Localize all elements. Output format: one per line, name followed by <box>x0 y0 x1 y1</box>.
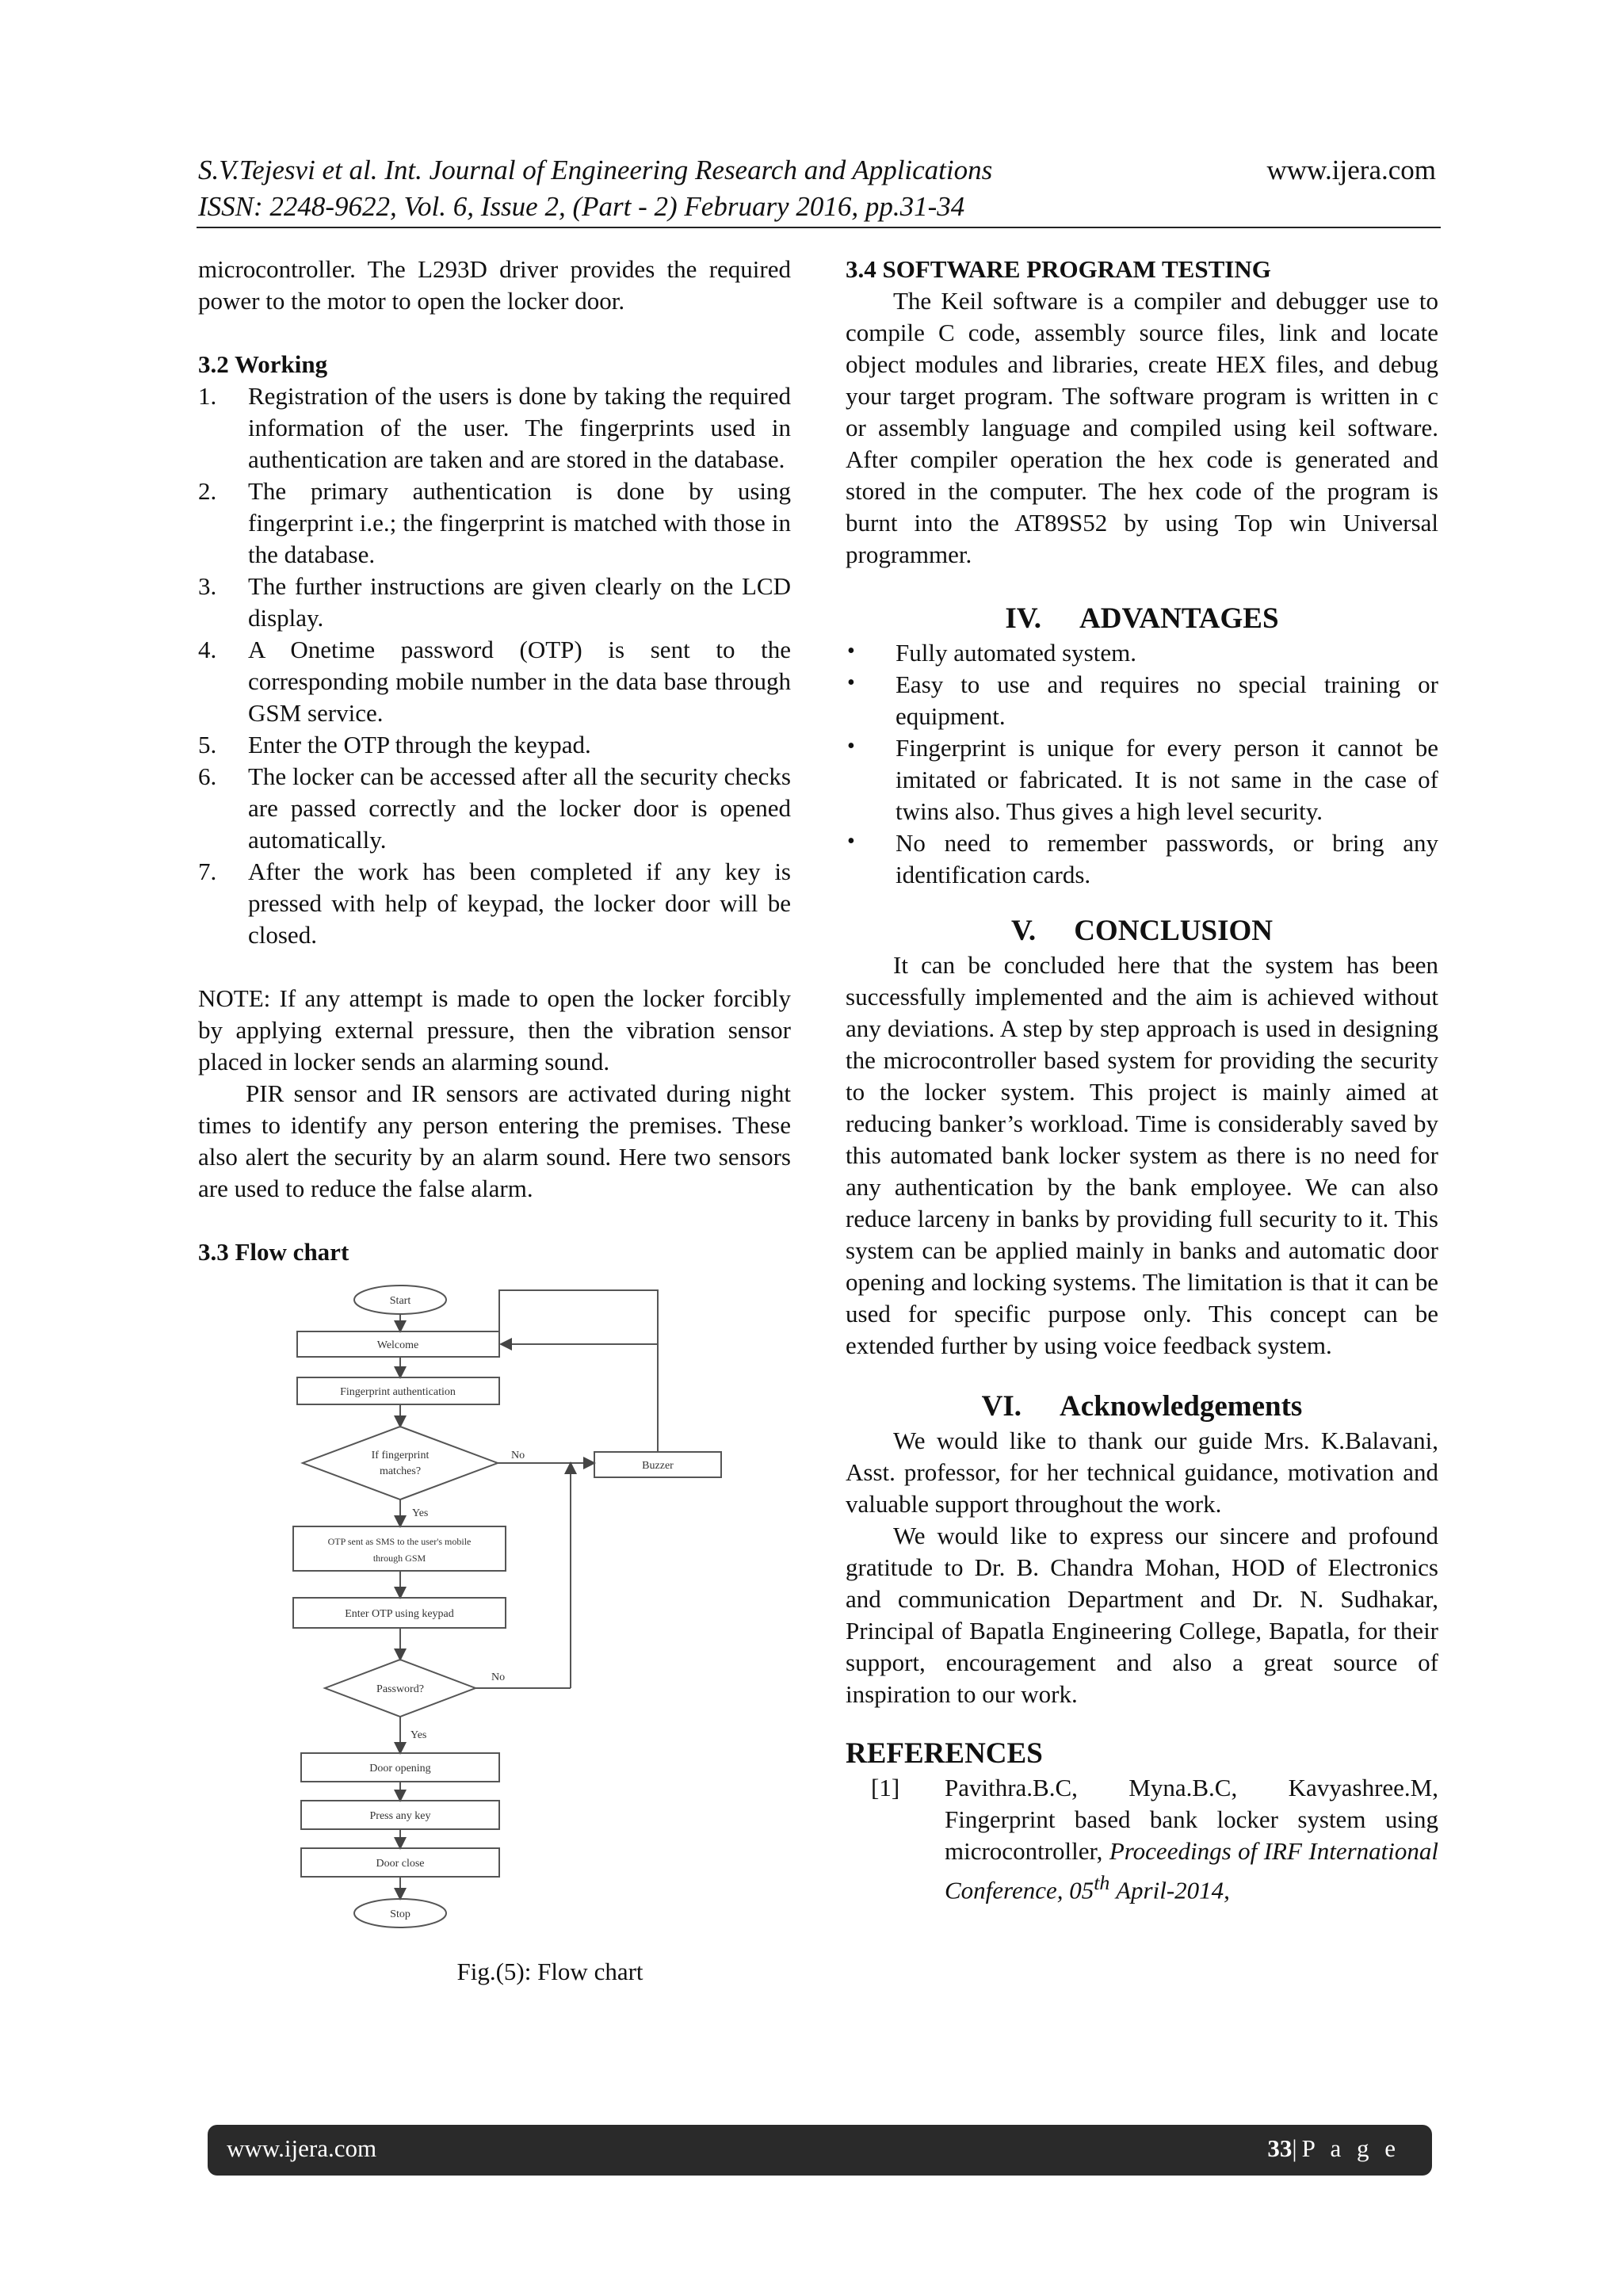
decision1-line1: If fingerprint <box>371 1450 430 1461</box>
flowchart-figure <box>246 1274 753 1956</box>
otp-box <box>293 1526 506 1571</box>
advantages-heading: IV. ADVANTAGES <box>1005 602 1279 635</box>
list-item: 5. Enter the OTP through the keypad. <box>198 731 591 758</box>
no2-label: No <box>491 1671 506 1683</box>
ack-paragraph-1: We would like to thank our guide Mrs. K.Balavani, Asst. professor, for her technical guidance, motivation and valuable support throughout the work. <box>846 1427 1438 1518</box>
buzzer-label: Buzzer <box>642 1460 674 1472</box>
list-item: 1. Registration of the users is done by taking the required information of the user. The fingerprints used in authentication are taken and are stored in the database. <box>198 382 791 473</box>
issn-line: ISSN: 2248-9622, Vol. 6, Issue 2, (Part - 2) February 2016, pp.31-34 <box>198 191 965 222</box>
reference-item: [1] Pavithra.B.C, Myna.B.C, Kavyashree.M, Fingerprint based bank locker system using microcontroller, Proceedings of IRF International Conference, 05th April-2014, <box>871 1774 1439 1904</box>
fingerprint-label: Fingerprint authentication <box>340 1386 456 1398</box>
fingerprint-decision <box>303 1427 498 1499</box>
list-item: 4. A Onetime password (OTP) is sent to the corresponding mobile number in the data base through GSM service. <box>198 636 791 727</box>
enter-otp-label: Enter OTP using keypad <box>345 1608 454 1620</box>
decision1-line2: matches? <box>379 1465 422 1477</box>
references-heading: REFERENCES <box>846 1737 1043 1770</box>
journal-line: S.V.Tejesvi et al. Int. Journal of Engineering Research and Applications <box>198 155 993 185</box>
yes2-label: Yes <box>411 1729 427 1741</box>
software-heading: 3.4 SOFTWARE PROGRAM TESTING <box>846 255 1271 283</box>
software-paragraph: The Keil software is a compiler and debugger use to compile C code, assembly source files, link and locate object modules and libraries, create HEX files, and debug your target program. The software program is written in c or assembly language and compiled using keil software. After compiler operation the hex code is generated and stored in the computer. The hex code of the program is burnt into the AT89S52 by using Top win Universal programmer. <box>846 287 1438 568</box>
header-website: www.ijera.com <box>1266 155 1436 185</box>
left-column <box>198 254 791 1988</box>
otp-line2: through GSM <box>372 1553 426 1564</box>
page-footer <box>208 2125 1432 2176</box>
bullet-icon: • <box>847 639 855 663</box>
yes1-label: Yes <box>412 1507 429 1519</box>
list-item: 3. The further instructions are given clearly on the LCD display. <box>198 572 791 632</box>
bullet-icon: • <box>847 734 855 758</box>
working-list <box>198 380 791 951</box>
no1-label: No <box>511 1450 525 1461</box>
conclusion-heading: V. CONCLUSION <box>1010 915 1274 947</box>
right-column <box>846 254 1438 1906</box>
bullet-icon: • <box>847 670 855 695</box>
list-item: • Fingerprint is unique for every person it cannot be imitated or fabricated. It is not same in the case of twins also. Thus gives a high level security. <box>846 732 1438 827</box>
door-close-label: Door close <box>376 1858 425 1870</box>
page-number: 33|P a g e <box>1267 2134 1400 2162</box>
footer-website: www.ijera.com <box>227 2134 377 2162</box>
welcome-label: Welcome <box>376 1339 419 1351</box>
start-label: Start <box>389 1295 411 1307</box>
flowchart-heading: 3.3 Flow chart <box>198 1238 349 1266</box>
working-heading: 3.2 Working <box>198 350 328 378</box>
press-key-label: Press any key <box>369 1810 431 1822</box>
decision2-label: Password? <box>376 1683 424 1695</box>
list-item: 6. The locker can be accessed after all the security checks are passed correctly and the locker door is opened automatically. <box>198 762 791 854</box>
list-item: • Fully automated system. <box>846 637 1438 669</box>
list-item: • Easy to use and requires no special training or equipment. <box>846 669 1438 732</box>
intro-paragraph: microcontroller. The L293D driver provides the required power to the motor to open the locker door. <box>198 255 791 315</box>
pir-paragraph: PIR sensor and IR sensors are activated during night times to identify any person entering the premises. These also alert the security by an alarm sound. Here two sensors are used to reduce the false alarm. <box>198 1079 791 1202</box>
conclusion-paragraph: It can be concluded here that the system has been successfully implemented and the aim is achieved without any deviations. A step by step approach is used in designing the microcontroller based system for providing the security to the locker system. This project is mainly aimed at reducing banker’s workload. Time is considerably saved by this automated bank locker system as there is no need for any authentication by the bank employee. We can also reduce larceny in banks by providing full security to it. This system can be applied mainly in banks and automatic door opening and locking systems. The limitation is that it can be used for specific purpose only. This concept can be extended further by using voice feedback system. <box>846 951 1438 1359</box>
list-item: 7. After the work has been completed if any key is pressed with help of keypad, the locker door will be closed. <box>198 858 791 949</box>
door-opening-label: Door opening <box>369 1763 431 1775</box>
note-paragraph: NOTE: If any attempt is made to open the locker forcibly by applying external pressure, then the vibration sensor placed in locker sends an alarming sound. <box>198 984 791 1075</box>
figure-caption: Fig.(5): Flow chart <box>456 1958 643 1985</box>
otp-line1: OTP sent as SMS to the user's mobile <box>327 1536 472 1547</box>
acknowledgements-heading: VI. Acknowledgements <box>981 1390 1303 1423</box>
bullet-icon: • <box>847 829 855 854</box>
stop-label: Stop <box>390 1908 411 1920</box>
advantages-list <box>846 637 1438 891</box>
ack-paragraph-2: We would like to express our sincere and profound gratitude to Dr. B. Chandra Mohan, HOD of Electronics and communication Department and Dr. N. Sudhakar, Principal of Bapatla Engineering College, Bapatla, for their support, encouragement and also a great source of inspiration to our work. <box>846 1522 1438 1708</box>
list-item: 2. The primary authentication is done by using fingerprint i.e.; the fingerprint is matched with those in the database. <box>198 477 791 568</box>
header-rule <box>197 227 1441 228</box>
list-item: • No need to remember passwords, or bring any identification cards. <box>846 827 1438 891</box>
running-header <box>198 152 1442 225</box>
